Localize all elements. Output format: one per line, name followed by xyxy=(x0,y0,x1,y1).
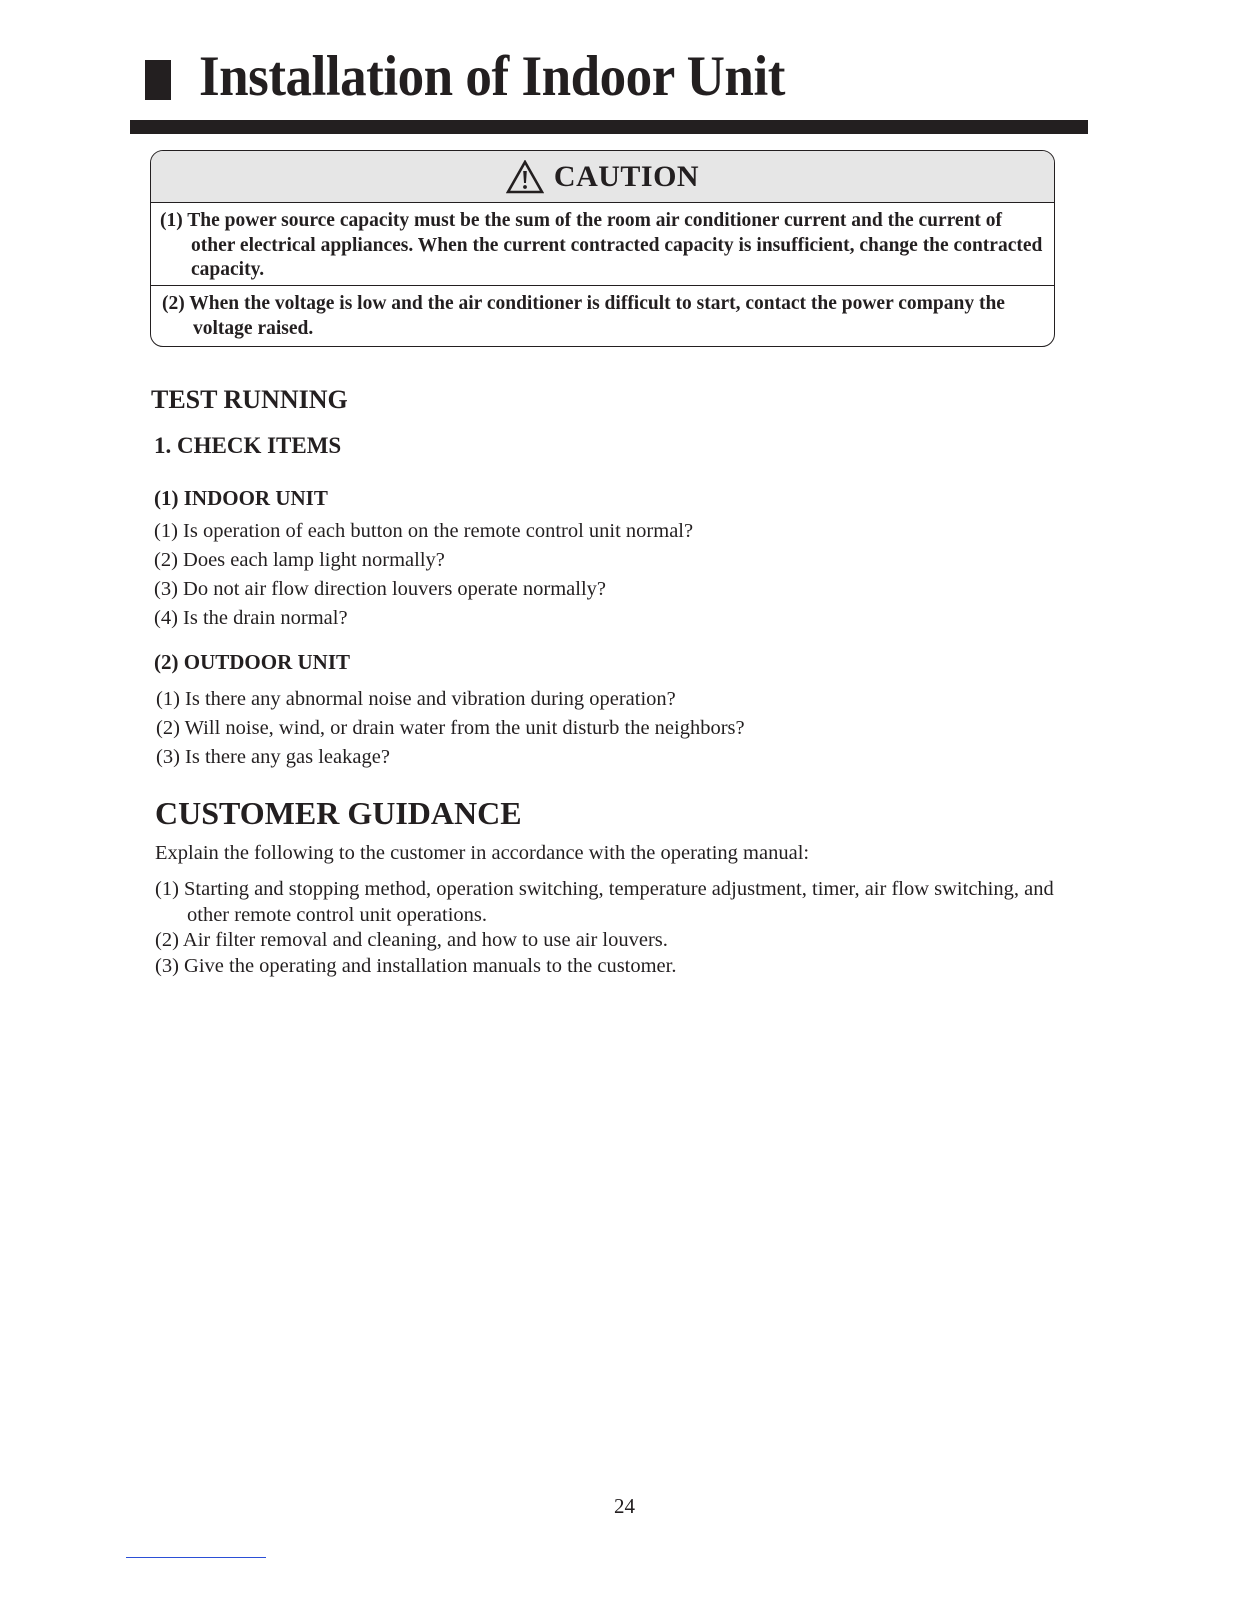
caution-header xyxy=(151,151,1054,203)
check-items-heading: 1. CHECK ITEMS xyxy=(154,433,342,458)
list-item: (2) Does each lamp light normally? xyxy=(154,549,445,571)
indoor-unit-heading: (1) INDOOR UNIT xyxy=(154,486,328,510)
list-item: (1) Is there any abnormal noise and vibration during operation? xyxy=(156,688,676,710)
list-item: (3) Give the operating and installation manuals to the customer. xyxy=(155,954,677,977)
caution-title: CAUTION xyxy=(553,159,700,193)
customer-guidance-heading: CUSTOMER GUIDANCE xyxy=(155,795,522,831)
warning-triangle-icon xyxy=(506,160,544,194)
list-item: (1) Starting and stopping method, operation switching, temperature adjustment, timer, air flow switching, and other remote control unit operations. xyxy=(155,878,1054,926)
customer-guidance-list xyxy=(155,877,1085,979)
page-title-text: Installation of Indoor Unit xyxy=(199,45,785,108)
title-rule xyxy=(130,120,1088,134)
list-item: (2) Will noise, wind, or drain water from the unit disturb the neighbors? xyxy=(156,717,745,739)
title-square-marker xyxy=(145,60,171,100)
footer-rule xyxy=(126,1557,266,1558)
caution-box xyxy=(150,150,1055,347)
test-running-heading: TEST RUNNING xyxy=(151,385,348,414)
customer-guidance-intro: Explain the following to the customer in accordance with the operating manual: xyxy=(155,842,810,864)
list-item: (3) Do not air flow direction louvers operate normally? xyxy=(154,578,606,600)
indoor-check-list xyxy=(154,517,693,633)
page-title xyxy=(145,45,829,108)
list-item: (3) Is there any gas leakage? xyxy=(156,746,390,768)
outdoor-unit-heading: (2) OUTDOOR UNIT xyxy=(154,650,351,674)
page-number: 24 xyxy=(614,1494,635,1518)
caution-item: (2) When the voltage is low and the air conditioner is difficult to start, contact the power company the voltage raised. xyxy=(162,293,1005,339)
list-item: (1) Is operation of each button on the remote control unit normal? xyxy=(154,520,694,542)
list-item: (4) Is the drain normal? xyxy=(154,607,348,629)
caution-item: (1) The power source capacity must be the sum of the room air conditioner current and the current of other electrical appliances. When the current contracted capacity is insufficient, change the contracted capacity. xyxy=(151,203,1054,286)
outdoor-check-list xyxy=(156,685,745,772)
list-item: (2) Air filter removal and cleaning, and how to use air louvers. xyxy=(155,929,668,951)
